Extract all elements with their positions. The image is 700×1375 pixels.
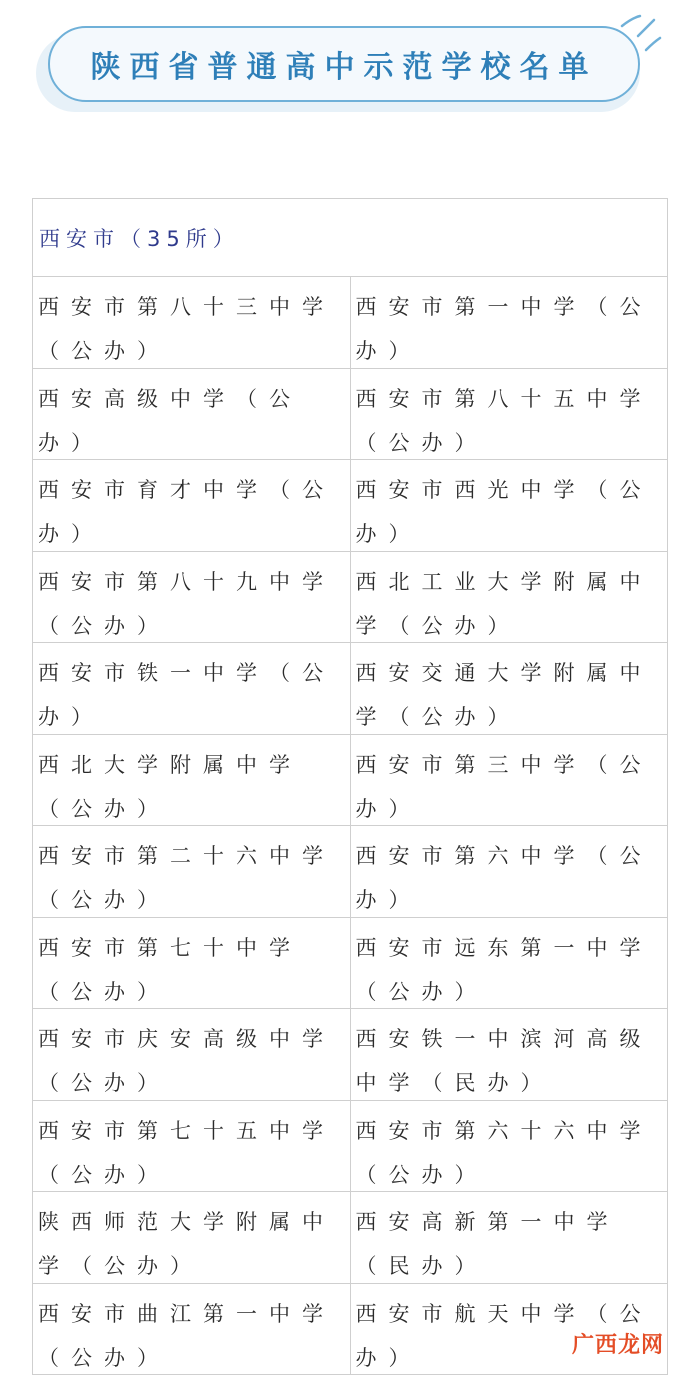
sparkle-decoration-icon: [618, 12, 664, 56]
school-cell-left: 西安市第七十五中学（公办）: [33, 1101, 351, 1193]
table-row: [33, 369, 668, 461]
school-cell-right: 西安市第六中学（公办）: [351, 826, 669, 918]
school-table: [32, 198, 668, 1375]
school-cell-right: 西安高新第一中学（民办）: [351, 1192, 669, 1284]
school-cell-left: 西北大学附属中学（公办）: [33, 735, 351, 827]
school-cell-left: 西安市第八十九中学（公办）: [33, 552, 351, 644]
table-row: [33, 918, 668, 1010]
school-cell-right: 西安市第八十五中学（公办）: [351, 369, 669, 461]
school-cell-left: 陕西师范大学附属中学（公办）: [33, 1192, 351, 1284]
banner-frame: [48, 26, 640, 102]
school-cell-right: 西安市航天中学（公办）: [351, 1284, 669, 1375]
school-cell-left: 西安市第七十中学（公办）: [33, 918, 351, 1010]
section-heading: 西安市（35所）: [33, 199, 668, 277]
school-cell-right: 西安市第六十六中学（公办）: [351, 1101, 669, 1193]
school-cell-left: 西安市庆安高级中学（公办）: [33, 1009, 351, 1101]
school-cell-right: 西安铁一中滨河高级中学（民办）: [351, 1009, 669, 1101]
table-row: [33, 1009, 668, 1101]
school-cell-right: 西安市第一中学（公办）: [351, 277, 669, 369]
school-cell-right: 西安市第三中学（公办）: [351, 735, 669, 827]
table-row: [33, 552, 668, 644]
table-row: [33, 1192, 668, 1284]
school-cell-left: 西安市育才中学（公办）: [33, 460, 351, 552]
school-cell-left: 西安市第二十六中学（公办）: [33, 826, 351, 918]
table-row: [33, 277, 668, 369]
table-row: [33, 1101, 668, 1193]
school-cell-right: 西安市远东第一中学（公办）: [351, 918, 669, 1010]
school-cell-left: 西安市曲江第一中学（公办）: [33, 1284, 351, 1375]
school-cell-left: 西安高级中学（公办）: [33, 369, 351, 461]
watermark-logo: 广西龙网: [572, 1328, 664, 1359]
page-title: 陕西省普通高中示范学校名单: [91, 42, 598, 86]
table-row: [33, 643, 668, 735]
school-cell-right: 西安交通大学附属中学（公办）: [351, 643, 669, 735]
school-cell-left: 西安市铁一中学（公办）: [33, 643, 351, 735]
table-row: [33, 460, 668, 552]
school-cell-right: 西安市西光中学（公办）: [351, 460, 669, 552]
table-row: [33, 735, 668, 827]
table-row: [33, 826, 668, 918]
school-cell-right: 西北工业大学附属中学（公办）: [351, 552, 669, 644]
school-cell-left: 西安市第八十三中学（公办）: [33, 277, 351, 369]
title-banner: [44, 26, 644, 108]
